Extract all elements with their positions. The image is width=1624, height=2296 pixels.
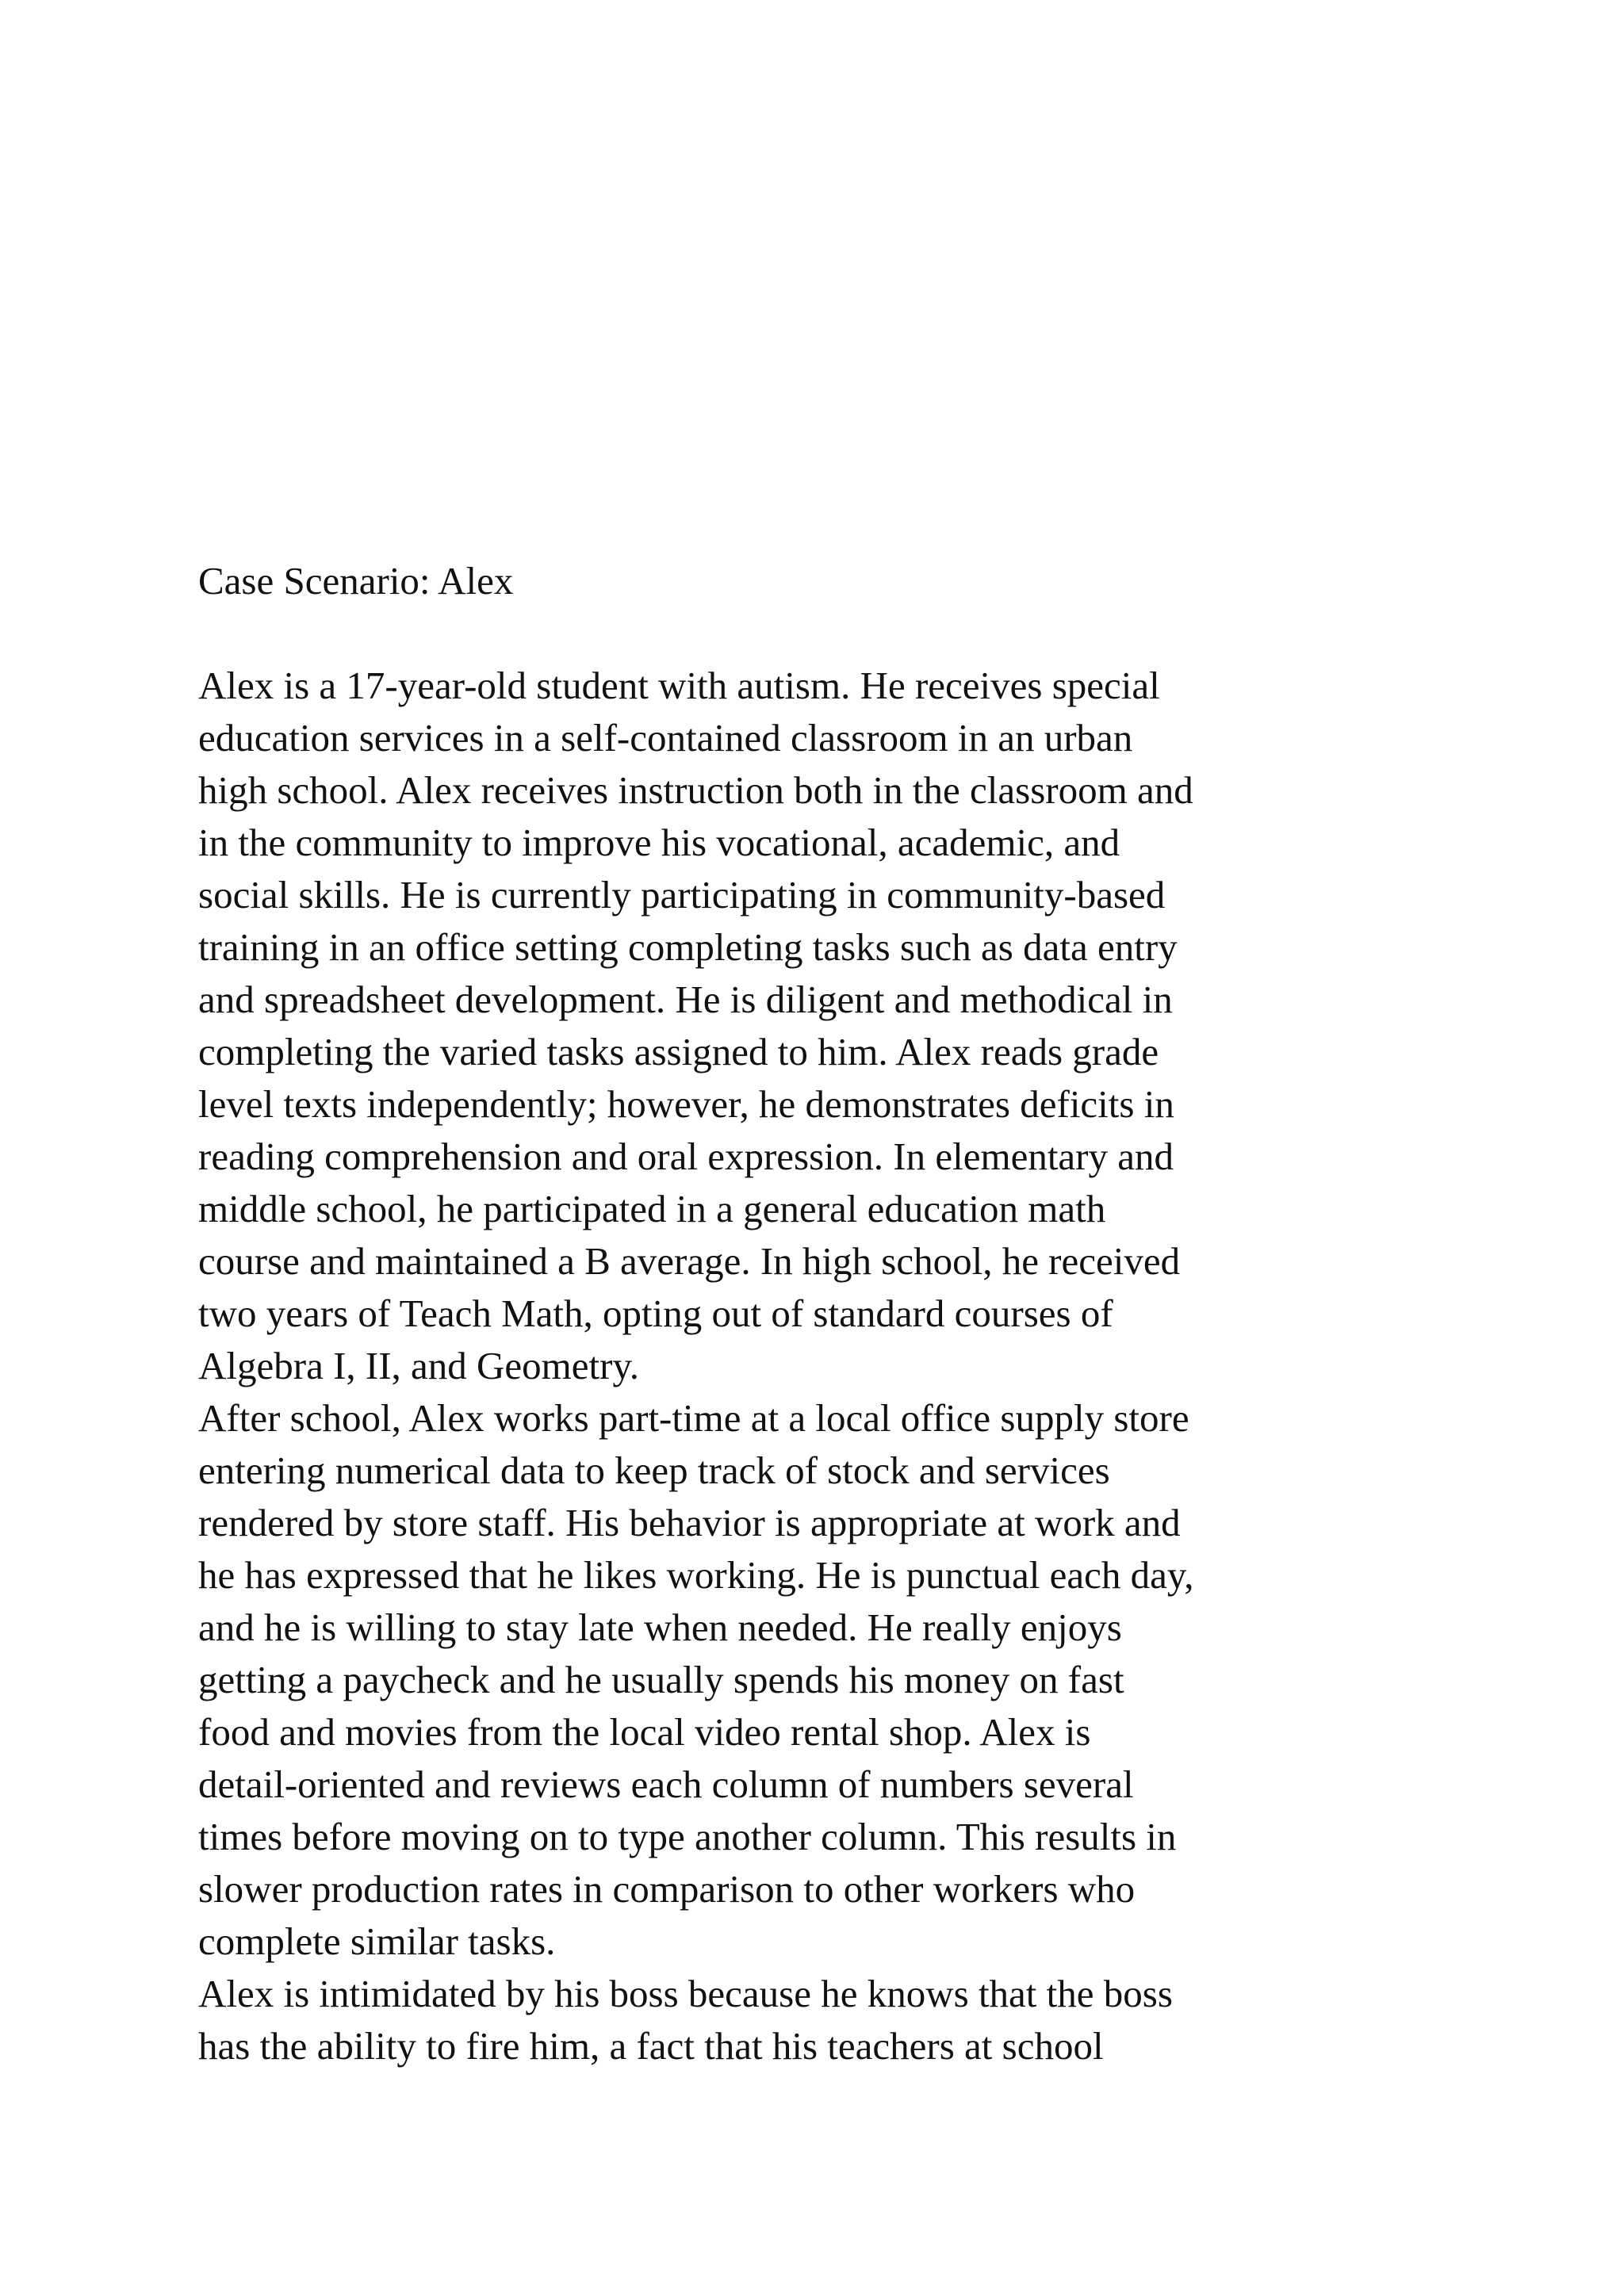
text-line: completing the varied tasks assigned to him. Alex reads grade <box>198 1030 1159 1073</box>
text-line: social skills. He is currently participating in community-based <box>198 873 1166 916</box>
text-line: he has expressed that he likes working. He is punctual each day, <box>198 1553 1194 1597</box>
text-line: rendered by store staff. His behavior is appropriate at work and <box>198 1501 1181 1544</box>
text-line: education services in a self-contained classroom in an urban <box>198 716 1133 760</box>
text-line: high school. Alex receives instruction both in the classroom and <box>198 768 1193 812</box>
text-line: course and maintained a B average. In high school, he received <box>198 1239 1181 1283</box>
text-line: Algebra I, II, and Geometry. <box>198 1344 640 1387</box>
text-line: in the community to improve his vocational, academic, and <box>198 821 1120 864</box>
paragraph-3 <box>198 1968 1467 2072</box>
text-line: getting a paycheck and he usually spends his money on fast <box>198 1658 1124 1701</box>
text-line: complete similar tasks. <box>198 1919 556 1963</box>
text-line: level texts independently; however, he demonstrates deficits in <box>198 1082 1174 1126</box>
text-line: food and movies from the local video rental shop. Alex is <box>198 1710 1091 1754</box>
text-line: detail-oriented and reviews each column of numbers several <box>198 1762 1134 1806</box>
text-line: entering numerical data to keep track of stock and services <box>198 1448 1110 1492</box>
text-line: middle school, he participated in a general education math <box>198 1187 1106 1230</box>
document-body <box>198 555 1467 2072</box>
document-title: Case Scenario: Alex <box>198 559 514 603</box>
paragraph-1 <box>198 660 1467 1392</box>
text-line: two years of Teach Math, opting out of standard courses of <box>198 1292 1113 1335</box>
text-line: and he is willing to stay late when needed. He really enjoys <box>198 1605 1122 1649</box>
text-line: Alex is intimidated by his boss because he knows that the boss <box>198 1972 1173 2015</box>
text-line: Alex is a 17-year-old student with autism. He receives special <box>198 664 1160 707</box>
text-line: slower production rates in comparison to other workers who <box>198 1867 1136 1911</box>
text-line: reading comprehension and oral expression. In elementary and <box>198 1135 1174 1178</box>
text-line: has the ability to fire him, a fact that his teachers at school <box>198 2024 1104 2068</box>
paragraph-2 <box>198 1392 1467 1968</box>
text-line: training in an office setting completing tasks such as data entry <box>198 925 1178 969</box>
text-line: After school, Alex works part-time at a local office supply store <box>198 1396 1189 1440</box>
text-line: and spreadsheet development. He is diligent and methodical in <box>198 978 1173 1021</box>
text-line: times before moving on to type another column. This results in <box>198 1815 1177 1858</box>
